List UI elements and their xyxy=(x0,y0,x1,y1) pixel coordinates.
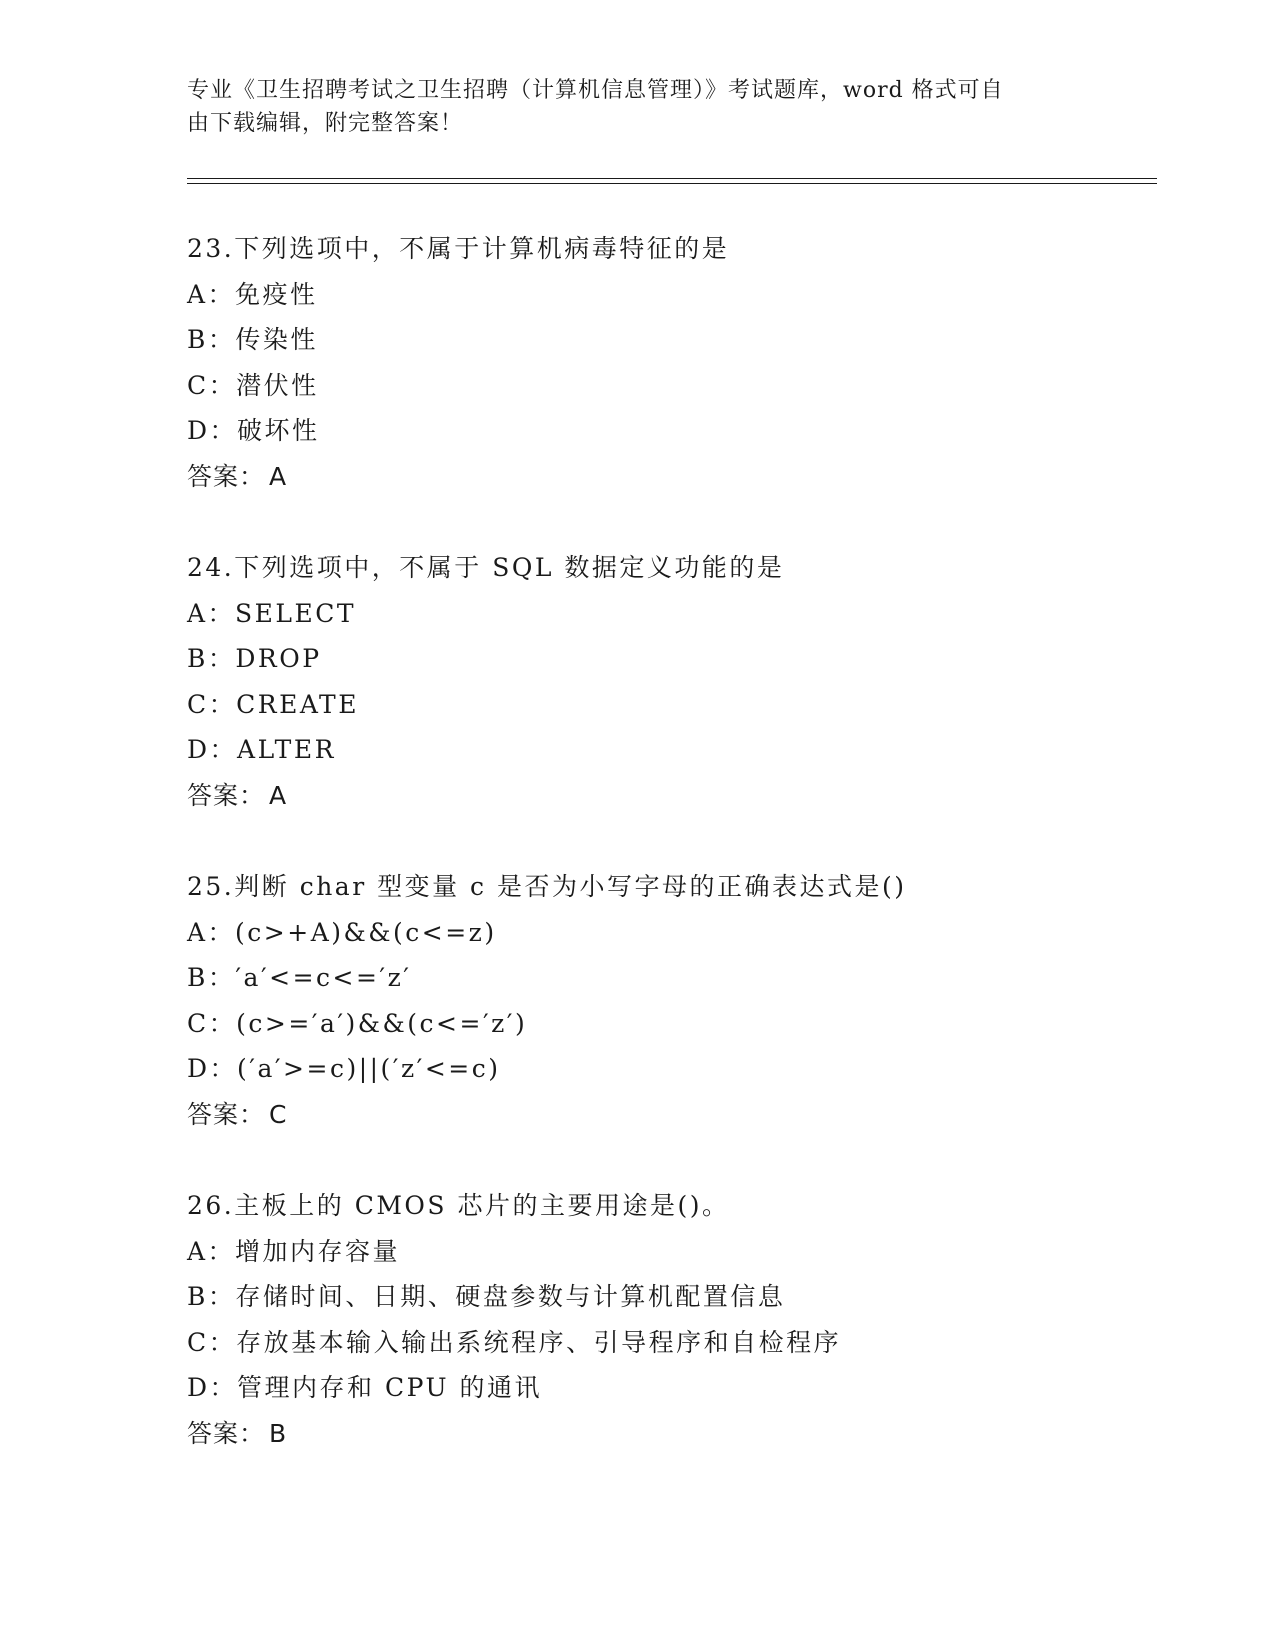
answer-label: 答案： xyxy=(187,780,266,810)
header-divider-bottom xyxy=(187,183,1157,184)
question-stem: 23.下列选项中，不属于计算机病毒特征的是 xyxy=(187,234,730,263)
answer-value: A xyxy=(269,780,288,810)
answer-line xyxy=(187,1411,1147,1457)
option-c: C：潜伏性 xyxy=(187,370,319,400)
question-stem: 26.主板上的 CMOS 芯片的主要用途是()。 xyxy=(187,1191,730,1220)
question-23 xyxy=(187,226,1147,499)
header-divider-top xyxy=(187,178,1157,179)
answer-label: 答案： xyxy=(187,1099,266,1129)
option-b: B：传染性 xyxy=(187,325,318,354)
option-c: C：CREATE xyxy=(187,689,359,719)
answer-value: A xyxy=(269,461,288,491)
answer-label: 答案： xyxy=(187,1418,266,1448)
option-b: B：′a′<=c<=′z′ xyxy=(187,963,412,992)
document-header xyxy=(187,74,1067,140)
answer-label: 答案： xyxy=(187,461,266,491)
option-c: C：(c>=′a′)&&(c<=′z′) xyxy=(187,1008,528,1038)
option-b: B：存储时间、日期、硬盘参数与计算机配置信息 xyxy=(187,1282,786,1311)
question-stem: 24.下列选项中，不属于 SQL 数据定义功能的是 xyxy=(187,553,785,582)
option-d: D：(′a′>=c)||(′z′<=c) xyxy=(187,1054,501,1083)
answer-line xyxy=(187,454,1147,500)
header-line-1: 专业《卫生招聘考试之卫生招聘（计算机信息管理）》考试题库，word 格式可自 xyxy=(187,78,1004,103)
question-24 xyxy=(187,545,1147,818)
question-25 xyxy=(187,864,1147,1137)
header-line-2: 由下载编辑，附完整答案！ xyxy=(187,111,464,136)
option-a: A：免疫性 xyxy=(187,279,318,309)
answer-value: C xyxy=(269,1099,288,1129)
option-b: B：DROP xyxy=(187,644,322,673)
option-a: A：SELECT xyxy=(187,598,357,628)
option-a: A：(c>+A)&&(c<=z) xyxy=(187,917,497,947)
option-c: C：存放基本输入输出系统程序、引导程序和自检程序 xyxy=(187,1327,842,1357)
question-26 xyxy=(187,1183,1147,1456)
option-d: D：ALTER xyxy=(187,735,336,764)
option-d: D：管理内存和 CPU 的通讯 xyxy=(187,1373,543,1402)
answer-line xyxy=(187,1092,1147,1138)
answer-value: B xyxy=(269,1418,288,1448)
question-stem: 25.判断 char 型变量 c 是否为小写字母的正确表达式是() xyxy=(187,872,907,901)
option-a: A：增加内存容量 xyxy=(187,1236,401,1266)
option-d: D：破坏性 xyxy=(187,416,320,445)
answer-line xyxy=(187,773,1147,819)
